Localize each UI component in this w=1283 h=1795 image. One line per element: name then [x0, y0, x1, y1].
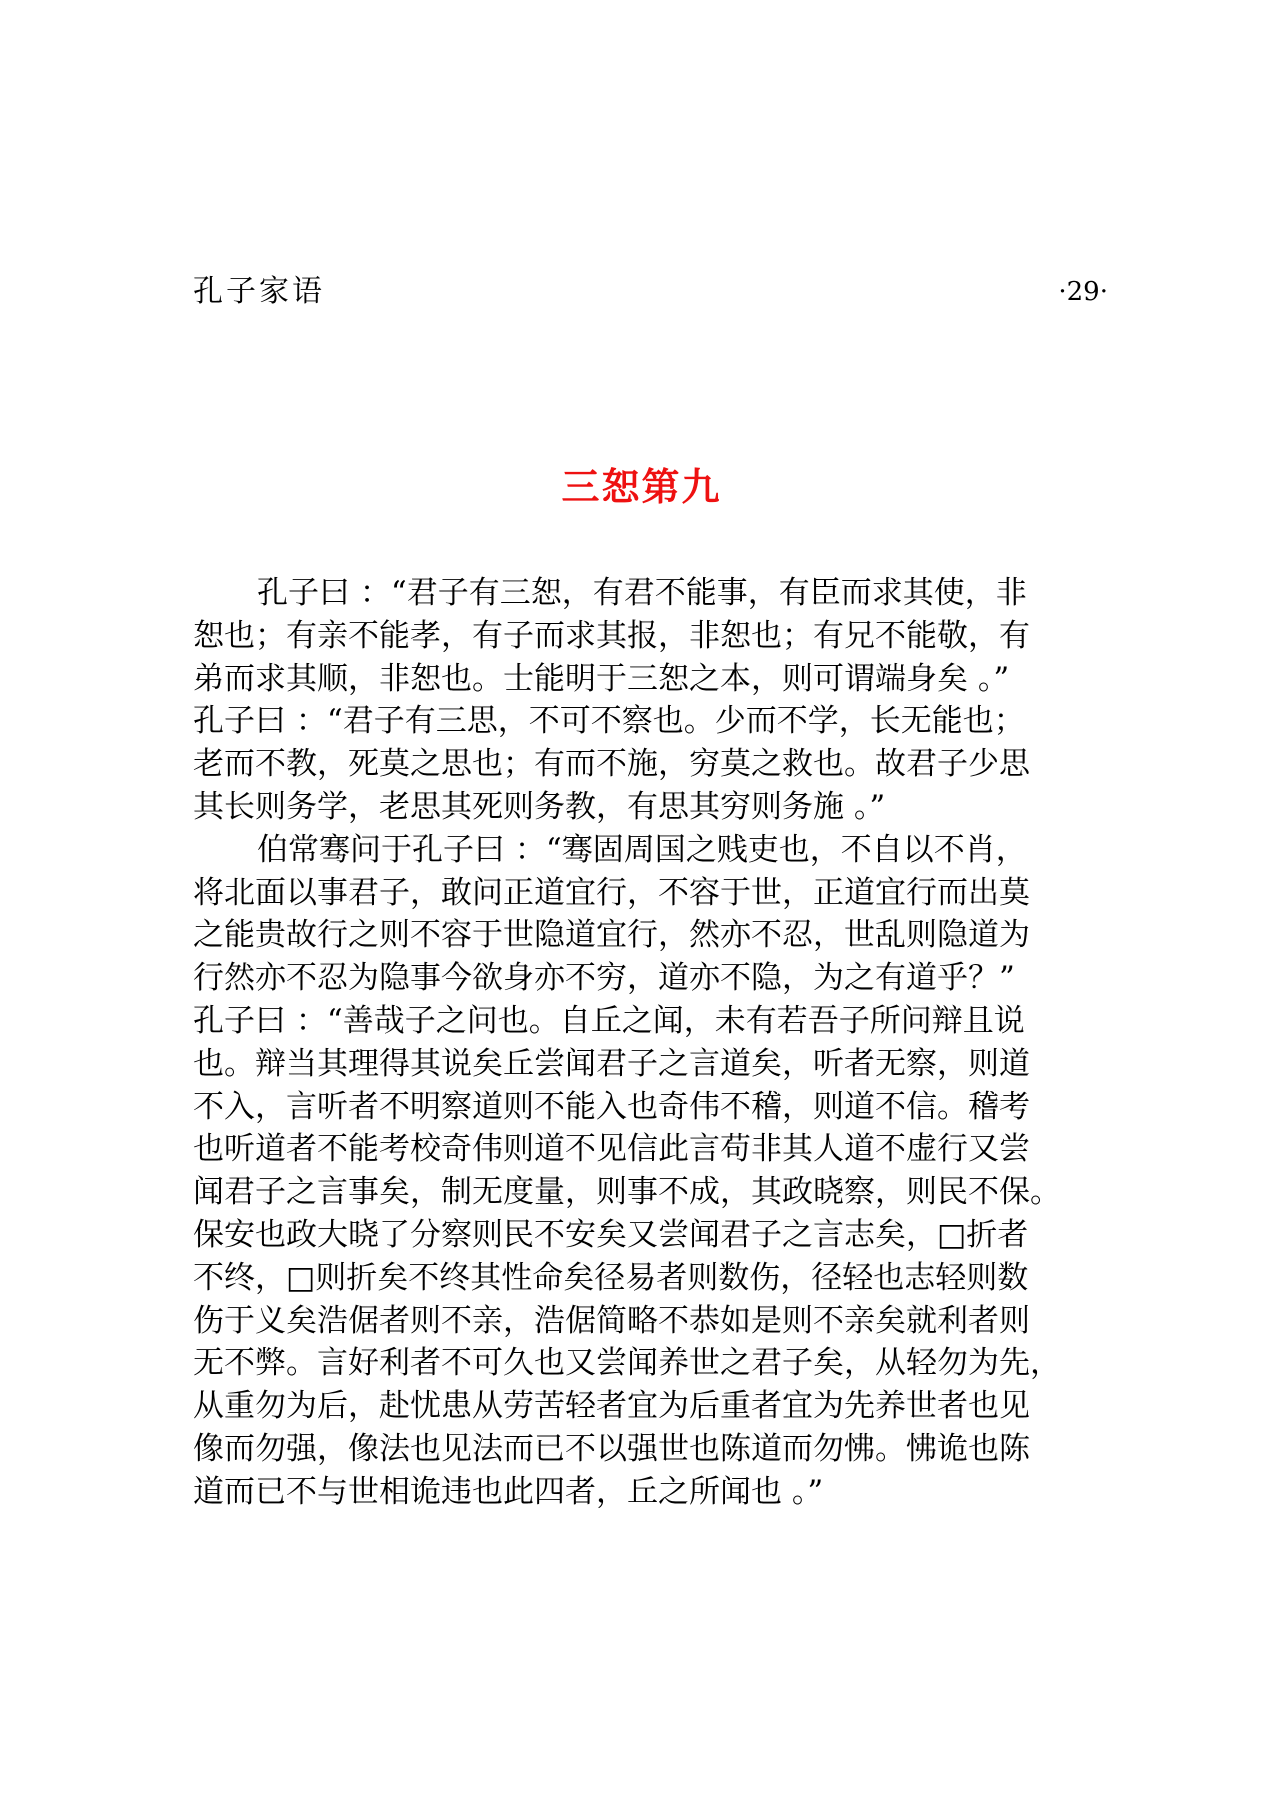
text-line: 将北面以事君子，敢问正道宜行，不容于世，正道宜行而出莫 [193, 874, 1030, 911]
text-line: 恕也；有亲不能孝，有子而求其报，非恕也；有兄不能敬，有 [193, 617, 1030, 654]
text-line: 无不弊。言好利者不可久也又尝闻养世之君子矣，从轻勿为先， [193, 1345, 1061, 1382]
text-line: 从重勿为后，赴忧患从劳苦轻者宜为后重者宜为先养世者也见 [193, 1388, 1030, 1425]
body-text [193, 572, 1098, 1514]
text-line: 伤于义矣浩倨者则不亲，浩倨简略不恭如是则不亲矣就利者则 [193, 1302, 1030, 1339]
text-line: 行然亦不忍为隐事今欲身亦不穷，道亦不隐，为之有道乎？” [193, 960, 1015, 997]
text-line: 孔子曰 ：“善哉子之问也。自丘之闻，未有若吾子所问辩且说 [193, 1002, 1025, 1039]
text-line: 也听道者不能考校奇伟则道不见信此言苟非其人道不虚行又尝 [193, 1131, 1030, 1168]
text-line: 弟而求其顺，非恕也。士能明于三恕之本，则可谓端身矣 。” [193, 660, 1010, 697]
text-line: 闻君子之言事矣，制无度量，则事不成，其政晓察，则民不保。 [193, 1174, 1061, 1211]
text-line: 其长则务学，老思其死则务教，有思其穷则务施 。” [193, 788, 886, 825]
text-line: 也。辩当其理得其说矣丘尝闻君子之言道矣，听者无察，则道 [193, 1045, 1030, 1082]
text-line: 像而勿强，像法也见法而已不以强世也陈道而勿怫。怫诡也陈 [193, 1430, 1030, 1467]
text-line: 孔子曰 ：“君子有三思，不可不察也。少而不学，长无能也； [193, 703, 1025, 740]
text-line: 道而已不与世相诡违也此四者，丘之所闻也 。” [193, 1473, 824, 1510]
text-line: 不终，□则折矣不终其性命矣径易者则数伤，径轻也志轻则数 [193, 1259, 1029, 1296]
page-header [193, 272, 1108, 312]
chapter-title: 三恕第九 [561, 465, 722, 509]
text-line: 之能贵故行之则不容于世隐道宜行，然亦不忍，世乱则隐道为 [193, 917, 1030, 954]
page-number: ·29· [1058, 277, 1108, 307]
text-line: 孔子曰 ：“君子有三恕，有君不能事，有臣而求其使，非 [257, 575, 1027, 611]
text-line: 老而不教，死莫之思也；有而不施，穷莫之救也。故君子少思 [193, 746, 1030, 783]
running-book-title: 孔子家语 [193, 274, 325, 309]
text-line: 不入，言听者不明察道则不能入也奇伟不稽，则道不信。稽考 [193, 1088, 1030, 1125]
text-line: 伯常骞问于孔子曰 ：“骞固周国之贱吏也，不自以不肖， [257, 831, 1027, 868]
text-line: 保安也政大晓了分察则民不安矣又尝闻君子之言志矣，□折者 [193, 1216, 1029, 1253]
